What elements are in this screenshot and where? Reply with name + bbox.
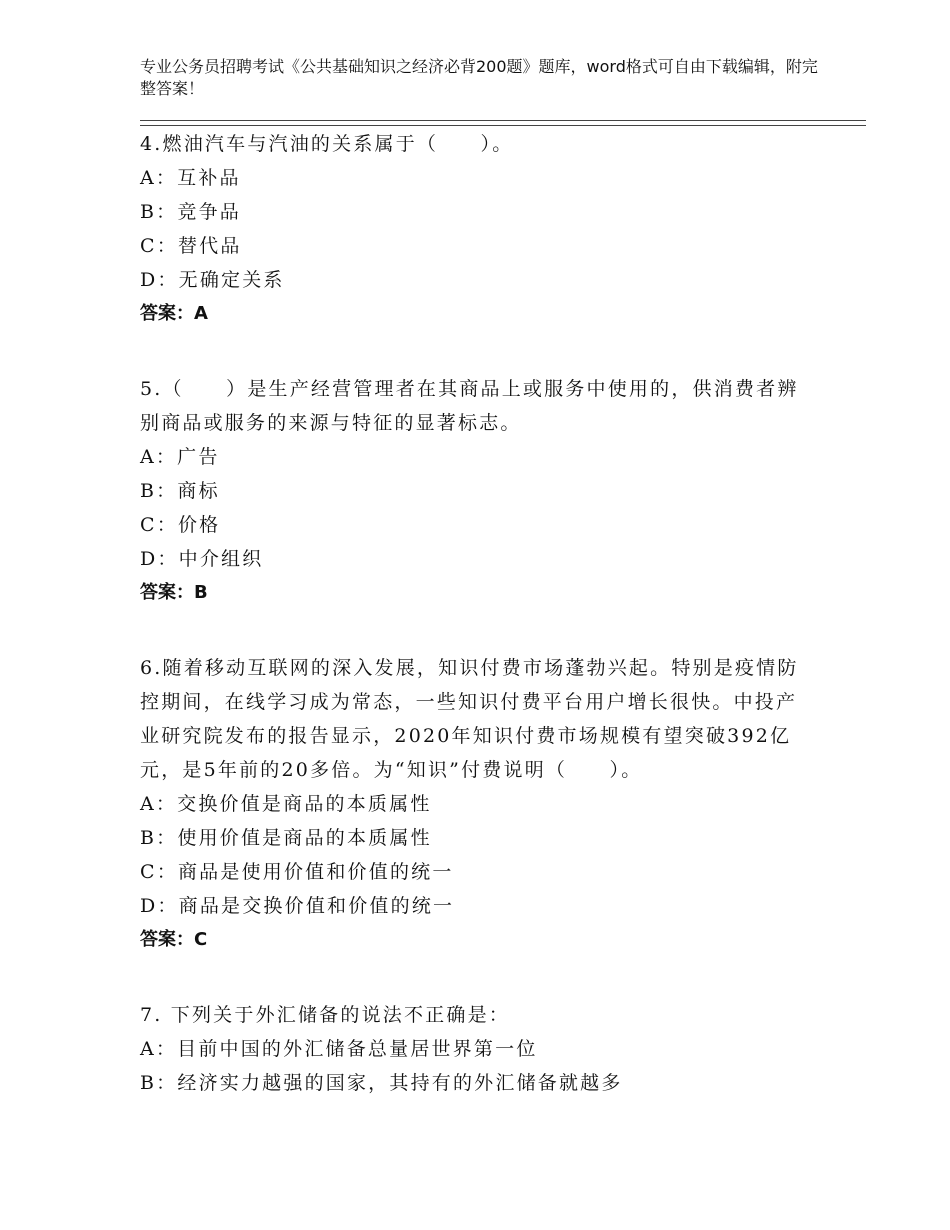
option-d: D：商品是交换价值和价值的统一	[140, 895, 455, 917]
answer-label: 答案：A	[140, 303, 208, 324]
option-a: A：交换价值是商品的本质属性	[140, 793, 432, 815]
option-a: A：广告	[140, 446, 220, 468]
option-b: B：竞争品	[140, 201, 241, 223]
option-d: D：中介组织	[140, 548, 264, 570]
answer-label: 答案：C	[140, 929, 208, 950]
option-c: C：替代品	[140, 235, 242, 257]
option-d: D：无确定关系	[140, 269, 285, 291]
option-c: C：商品是使用价值和价值的统一	[140, 861, 454, 883]
question-list	[140, 127, 800, 1141]
option-c: C：价格	[140, 514, 221, 536]
question-5	[140, 372, 800, 610]
question-4	[140, 127, 800, 331]
question-stem: 7. 下列关于外汇储备的说法不正确是：	[140, 1004, 510, 1026]
header-divider	[140, 120, 866, 126]
page-header: 专业公务员招聘考试《公共基础知识之经济必背200题》题库，word格式可自由下载编辑，附完整答案！	[140, 57, 818, 98]
option-b: B：使用价值是商品的本质属性	[140, 827, 432, 849]
question-7	[140, 998, 800, 1100]
option-b: B：经济实力越强的国家，其持有的外汇储备就越多	[140, 1072, 623, 1094]
question-stem: 6.随着移动互联网的深入发展，知识付费市场蓬勃兴起。特别是疫情防控期间，在线学习成为常态，一些知识付费平台用户增长很快。中投产业研究院发布的报告显示，2020年知识付费市场规模有望突破392亿元，是5年前的20多倍。为“知识”付费说明（ ）。	[140, 657, 799, 781]
option-b: B：商标	[140, 480, 220, 502]
option-a: A：互补品	[140, 167, 241, 189]
answer-label: 答案：B	[140, 582, 208, 603]
question-6	[140, 651, 800, 957]
question-stem: 4.燃油汽车与汽油的关系属于（ ）。	[140, 133, 514, 155]
option-a: A：目前中国的外汇储备总量居世界第一位	[140, 1038, 538, 1060]
question-stem: 5.（ ）是生产经营管理者在其商品上或服务中使用的，供消费者辨别商品或服务的来源与特征的显著标志。	[140, 378, 799, 434]
